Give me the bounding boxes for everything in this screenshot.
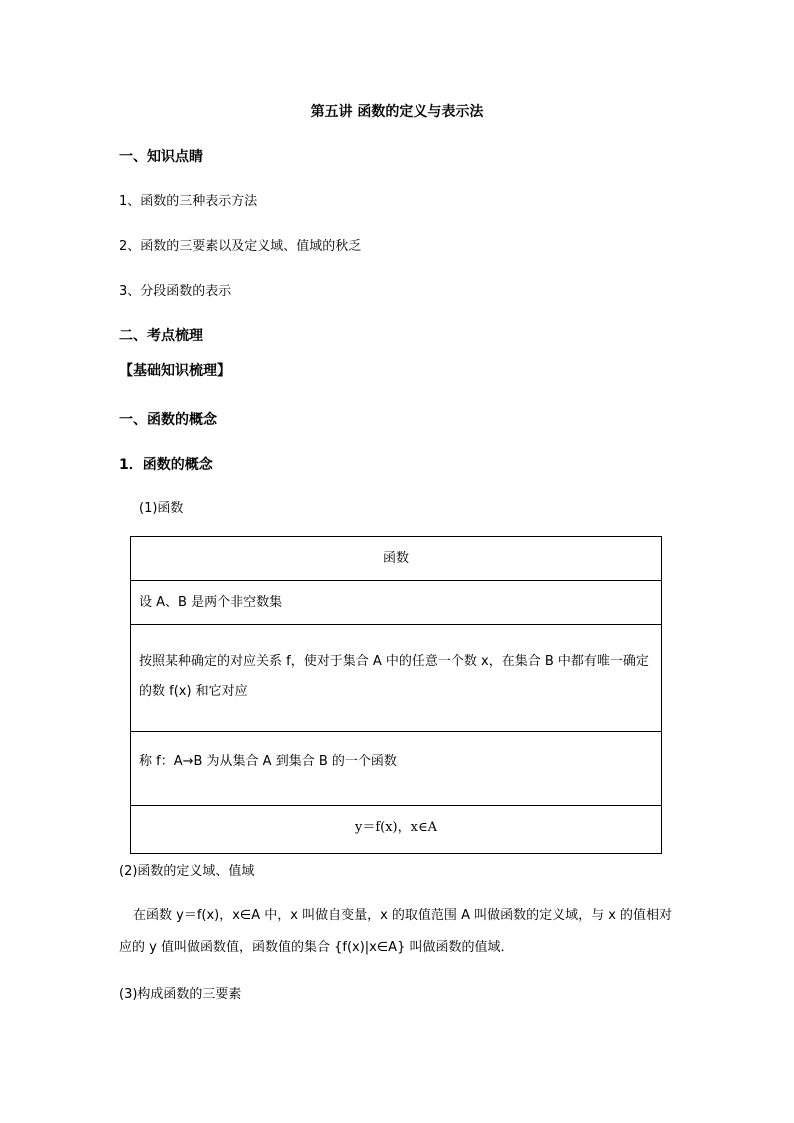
table-row	[131, 581, 661, 625]
item-function: (1)函数	[139, 501, 184, 516]
definition-table	[130, 536, 662, 854]
table-cell-mapping: 按照某种确定的对应关系 f，使对于集合 A 中的任意一个数 x，在集合 B 中都有唯一确定的数 f(x) 和它对应	[139, 654, 649, 699]
bracket-heading: 【基础知识梳理】	[119, 363, 231, 379]
list-item-point-3: 3、分段函数的表示	[119, 284, 232, 299]
table-row	[131, 625, 661, 732]
section-heading-review: 二、考点梳理	[119, 328, 203, 344]
table-row	[131, 806, 661, 853]
item-three-elements: (3)构成函数的三要素	[119, 987, 242, 1002]
section-heading-knowledge: 一、知识点睛	[119, 149, 203, 165]
list-item-point-1: 1、函数的三种表示方法	[119, 194, 258, 209]
list-item-point-2: 2、函数的三要素以及定义域、值域的秋乏	[119, 239, 362, 254]
subsection-heading-concept-1: 1．函数的概念	[119, 457, 213, 473]
table-cell-function-name: 称 f：A→B 为从集合 A 到集合 B 的一个函数	[139, 754, 397, 769]
item-domain-range: (2)函数的定义域、值域	[119, 864, 255, 879]
table-header-cell: 函数	[382, 551, 409, 566]
table-row	[131, 537, 661, 581]
subsection-heading-concept: 一、函数的概念	[119, 412, 217, 428]
table-cell-sets: 设 A、B 是两个非空数集	[139, 595, 283, 610]
paragraph-domain-range: 在函数 y＝f(x)，x∈A 中，x 叫做自变量，x 的取值范围 A 叫做函数的定义域，与 x 的值相对应的 y 值叫做函数值，函数值的集合 {f(x)|x∈A} 叫做函数的值域．	[119, 908, 673, 955]
table-cell-notation: y＝f(x)，x∈A	[355, 820, 437, 835]
table-row	[131, 732, 661, 806]
page-title: 第五讲 函数的定义与表示法	[310, 104, 484, 120]
